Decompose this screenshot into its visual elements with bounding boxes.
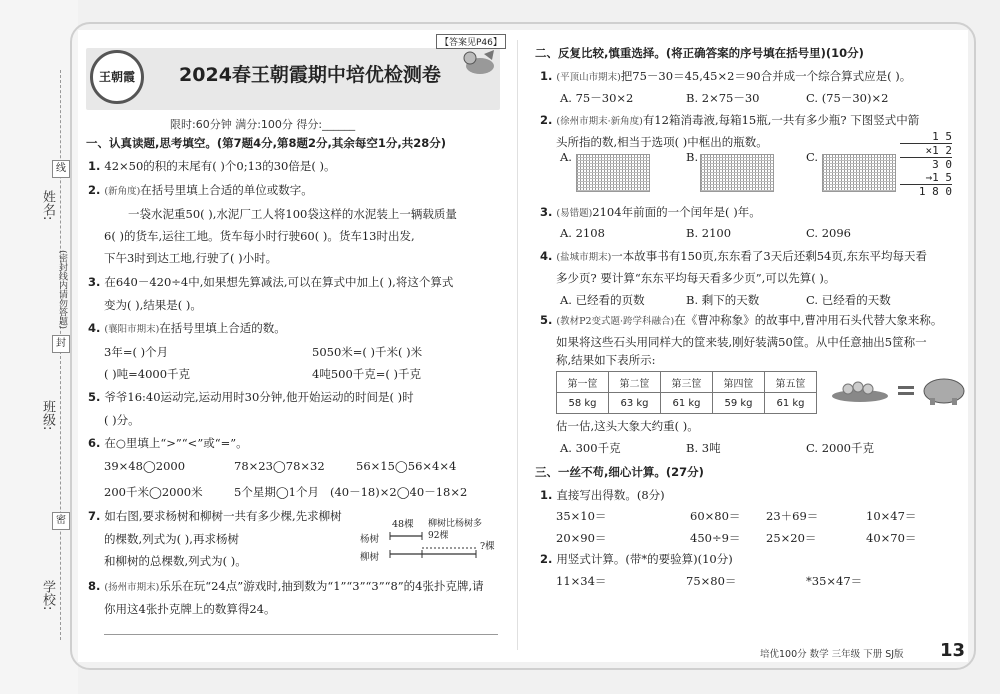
s1-q2-line1: 一袋水泥重50( ),水泥厂工人将100袋这样的水泥装上一辆载质量 xyxy=(128,207,457,221)
s2-q5-tag: (教材P2变式题·跨学科融合) xyxy=(556,316,675,327)
s1-q2: 2. (新角度)在括号里填上合适的单位或数字。 xyxy=(88,183,313,197)
seal-mark-line: 线 xyxy=(52,160,70,178)
table-cell: 61 kg xyxy=(765,393,817,414)
section1-title: 一、认真读题,思考填空。(第7题4分,第8题2分,其余每空1分,共28分) xyxy=(86,136,446,150)
seal-mark-seal: 封 xyxy=(52,335,70,353)
s2-q4-line2: 多少页? 要计算“东东平均每天看多少页”,可以先算( )。 xyxy=(556,271,836,285)
s3-r1-a: 35×10＝ xyxy=(556,509,607,523)
s3-r3-a: 11×34＝ xyxy=(556,574,607,588)
answer-line xyxy=(104,634,498,635)
section3-title: 三、一丝不苟,细心计算。(27分) xyxy=(535,465,704,479)
s2-q5-line3: 称,结果如下表所示: xyxy=(556,353,656,367)
s1-q3-line1: 在640－420÷4中,如果想先算减法,可以在算式中加上( ),将这个算式 xyxy=(104,275,454,289)
s2-q5-line1: 在《曹冲称象》的故事中,曹冲用石头代替大象来称。 xyxy=(674,313,943,327)
s2-q1-text: 把75－30＝45,45×2＝90合并成一个综合算式应是( )。 xyxy=(620,69,912,83)
s1-q4: 4. (襄阳市期末)在括号里填上合适的数。 xyxy=(88,321,286,335)
seal-line xyxy=(60,70,61,640)
s3-r2-d: 40×70＝ xyxy=(866,531,917,545)
table-header-cell: 第四筐 xyxy=(713,372,765,393)
brand-logo xyxy=(90,50,144,104)
s3-r1-b: 60×80＝ xyxy=(690,509,741,523)
s2-q2-opt-a: A. xyxy=(560,150,572,164)
vmult-row3: 3 0 xyxy=(900,157,952,171)
fig-more: 柳树比杨树多92棵 xyxy=(428,519,483,541)
s2-q5-line2: 如果将这些石头用同样大的筐来装,刚好装满50筐。从中任意抽出5筐称一 xyxy=(556,335,927,349)
basket-weight-table xyxy=(556,371,817,414)
page-title: 2024春王朝霞期中培优检测卷 xyxy=(179,64,441,86)
answer-reference: 【答案见P46】 xyxy=(436,34,506,49)
s3-q2-text: 用竖式计算。(带*的要验算)(10分) xyxy=(556,552,733,566)
s1-q6-text: 在○里填上“>”“<”或“=”。 xyxy=(104,436,248,450)
s1-q6-r1-a: 39×48◯2000 xyxy=(104,459,186,473)
s3-r3-b: 75×80＝ xyxy=(686,574,737,588)
s3-r2-c: 25×20＝ xyxy=(766,531,817,545)
fig-liu: 柳树 xyxy=(360,552,380,563)
s1-q5-line2: ( )分。 xyxy=(104,413,140,427)
s2-q2-tag: (徐州市期末·新角度) xyxy=(556,116,643,127)
s2-q4-opt-b: B. 剩下的天数 xyxy=(686,293,760,307)
s1-q2-text: 在括号里填上合适的单位或数字。 xyxy=(140,183,313,197)
s1-q4-b: 5050米=( )千米( )米 xyxy=(312,345,423,359)
s1-q3-line2: 变为( ),结果是( )。 xyxy=(104,298,202,312)
s1-q4-c: ( )吨=4000千克 xyxy=(104,367,191,381)
s1-q6-r2-c: (40－18)×2◯40－18×2 xyxy=(330,485,468,499)
s1-q5-line1: 爷爷16:40运动完,运动用时30分钟,他开始运动的时间是( )时 xyxy=(104,390,414,404)
s2-q2-line1: 有12箱消毒液,每箱15瓶,一共有多少瓶? 下图竖式中箭 xyxy=(642,113,920,127)
vmult-row1: 1 5 xyxy=(932,130,952,143)
s1-q2-line3: 下午3时到达工地,行驶了( )小时。 xyxy=(104,251,278,265)
s3-q1: 1. 直接写出得数。(8分) xyxy=(540,488,665,502)
s3-r1-d: 10×47＝ xyxy=(866,509,917,523)
s3-r1-c: 23＋69＝ xyxy=(766,509,819,523)
s1-q7-line3: 和柳树的总棵数,列式为( )。 xyxy=(104,554,247,568)
s1-q3: 3. 在640－420÷4中,如果想先算减法,可以在算式中加上( ),将这个算式 xyxy=(88,275,454,289)
vmult-row5: 1 8 0 xyxy=(900,184,952,198)
table-header-cell: 第三筐 xyxy=(661,372,713,393)
s1-q7-line2: 的棵数,列式为( ),再求杨树 xyxy=(104,532,239,546)
s2-q5-opt-c: C. 2000千克 xyxy=(806,441,874,455)
s2-q4: 4. (盐城市期末)一本故事书有150页,东东看了3天后还剩54页,东东平均每天看 xyxy=(540,249,928,263)
s2-q4-opt-c: C. 已经看的天数 xyxy=(806,293,891,307)
s2-q5-opt-a: A. 300千克 xyxy=(560,441,621,455)
s3-q2: 2. 用竖式计算。(带*的要验算)(10分) xyxy=(540,552,733,566)
s1-q2-tag: (新角度) xyxy=(104,186,141,197)
s2-q3-text: 2104年前面的一个闰年是( )年。 xyxy=(592,205,761,219)
s2-q1-opt-b: B. 2×75－30 xyxy=(686,91,760,105)
s1-q2-line2: 6( )的货车,运往工地。货车每小时行驶60( )。货车13时出发, xyxy=(104,229,415,243)
s2-q3-opt-b: B. 2100 xyxy=(686,226,732,240)
s2-q4-opt-a: A. 已经看的页数 xyxy=(560,293,645,307)
bottle-grid-c xyxy=(822,154,896,192)
s2-q5-opt-b: B. 3吨 xyxy=(686,441,721,455)
fig-yang: 杨树 xyxy=(360,534,380,545)
s1-q6-r2-a: 200千米◯2000米 xyxy=(104,485,203,499)
vmult-row4: →1 5 xyxy=(925,171,952,184)
s2-q3-opt-a: A. 2108 xyxy=(560,226,605,240)
stones-equal-elephant-icon xyxy=(830,372,970,406)
mascot-icon xyxy=(458,48,498,78)
s2-q5-ask: 估一估,这头大象大约重( )。 xyxy=(556,419,699,433)
s2-q5: 5. (教材P2变式题·跨学科融合)在《曹冲称象》的故事中,曹冲用石头代替大象来称。 xyxy=(540,313,943,327)
s3-r2-a: 20×90＝ xyxy=(556,531,607,545)
fig-unknown: ?棵 xyxy=(480,541,495,552)
s2-q2-opt-b: B. xyxy=(686,150,699,164)
vertical-multiplication xyxy=(900,130,952,198)
s1-q8-tag: (扬州市期末) xyxy=(104,582,160,593)
s2-q2: 2. (徐州市期末·新角度)有12箱消毒液,每箱15瓶,一共有多少瓶? 下图竖式中箭 xyxy=(540,113,920,127)
s1-q5: 5. 爷爷16:40运动完,运动用时30分钟,他开始运动的时间是( )时 xyxy=(88,390,414,404)
s2-q2-opt-c: C. xyxy=(806,150,819,164)
s1-q6: 6. 在○里填上“>”“<”或“=”。 xyxy=(88,436,248,450)
s1-q8-line2: 你用这4张扑克牌上的数算得24。 xyxy=(104,602,276,616)
s2-q2-line2: 头所指的数,相当于选项( )中框出的瓶数。 xyxy=(556,135,768,149)
s2-q4-tag: (盐城市期末) xyxy=(556,252,612,263)
table-header-cell: 第一筐 xyxy=(557,372,609,393)
vmult-row2: ×1 2 xyxy=(900,143,952,157)
s1-q1: 1. 42×50的积的末尾有( )个0;13的30倍是( )。 xyxy=(88,159,336,173)
class-label: 班级: xyxy=(40,400,55,431)
table-cell: 61 kg xyxy=(661,393,713,414)
s2-q3-opt-c: C. 2096 xyxy=(806,226,851,240)
table-header-cell: 第五筐 xyxy=(765,372,817,393)
s1-q6-r2-b: 5个星期◯1个月 xyxy=(234,485,320,499)
logo-text: 王朝霞 xyxy=(98,70,135,84)
s1-q7-line1: 如右图,要求杨树和柳树一共有多少棵,先求柳树 xyxy=(104,509,342,523)
s1-q4-d: 4吨500千克=( )千克 xyxy=(312,367,422,381)
s3-r2-b: 450÷9＝ xyxy=(690,531,741,545)
table-cell: 63 kg xyxy=(609,393,661,414)
section2-title: 二、反复比较,慎重选择。(将正确答案的序号填在括号里)(10分) xyxy=(535,46,864,60)
s2-q1: 1. (平顶山市期末)把75－30＝45,45×2＝90合并成一个综合算式应是( )。 xyxy=(540,69,912,83)
s2-q1-opt-c: C. (75－30)×2 xyxy=(806,91,889,105)
seal-note: (密封线内请勿答题) xyxy=(57,250,67,330)
s2-q1-tag: (平顶山市期末) xyxy=(556,72,621,83)
s3-r3-c: *35×47＝ xyxy=(806,574,863,588)
bottle-grid-a xyxy=(576,154,650,192)
s1-q4-a: 3年=( )个月 xyxy=(104,345,169,359)
s1-q8-line1: 乐乐在玩“24点”游戏时,抽到数为“1”“3”“3”“8”的4张扑克牌,请 xyxy=(159,579,484,593)
seal-mark-dense: 密 xyxy=(52,512,70,530)
s2-q1-opt-a: A. 75－30×2 xyxy=(560,91,634,105)
s1-q4-text: 在括号里填上合适的数。 xyxy=(159,321,286,335)
s2-q4-line1: 一本故事书有150页,东东看了3天后还剩54页,东东平均每天看 xyxy=(611,249,928,263)
s2-q3: 3. (易错题)2104年前面的一个闰年是( )年。 xyxy=(540,205,761,219)
s1-q8: 8. (扬州市期末)乐乐在玩“24点”游戏时,抽到数为“1”“3”“3”“8”的4张扑克牌,请 xyxy=(88,579,484,593)
s1-q6-r1-b: 78×23◯78×32 xyxy=(234,459,325,473)
bottle-grid-b xyxy=(700,154,774,192)
s1-q7: 7. 如右图,要求杨树和柳树一共有多少棵,先求柳树 xyxy=(88,509,342,523)
column-divider xyxy=(517,40,518,650)
table-header-row xyxy=(557,372,817,393)
s1-q1-text: 42×50的积的末尾有( )个0;13的30倍是( )。 xyxy=(104,159,336,173)
table-cell: 58 kg xyxy=(557,393,609,414)
school-label: 学校: xyxy=(40,580,55,611)
fig-n48: 48棵 xyxy=(392,519,414,530)
exam-meta: 限时:60分钟 满分:100分 得分:______ xyxy=(170,118,356,131)
table-row xyxy=(557,393,817,414)
name-label: 姓名: xyxy=(40,190,55,221)
s1-q4-tag: (襄阳市期末) xyxy=(104,324,160,335)
page-number: 13 xyxy=(940,640,966,661)
s1-q6-r1-c: 56×15◯56×4×4 xyxy=(356,459,457,473)
s3-q1-text: 直接写出得数。(8分) xyxy=(556,488,665,502)
table-header-cell: 第二筐 xyxy=(609,372,661,393)
s2-q3-tag: (易错题) xyxy=(556,208,593,219)
footer-info: 培优100分 数学 三年级 下册 SJ版 xyxy=(760,649,904,660)
table-cell: 59 kg xyxy=(713,393,765,414)
line-segment-diagram xyxy=(388,528,480,562)
